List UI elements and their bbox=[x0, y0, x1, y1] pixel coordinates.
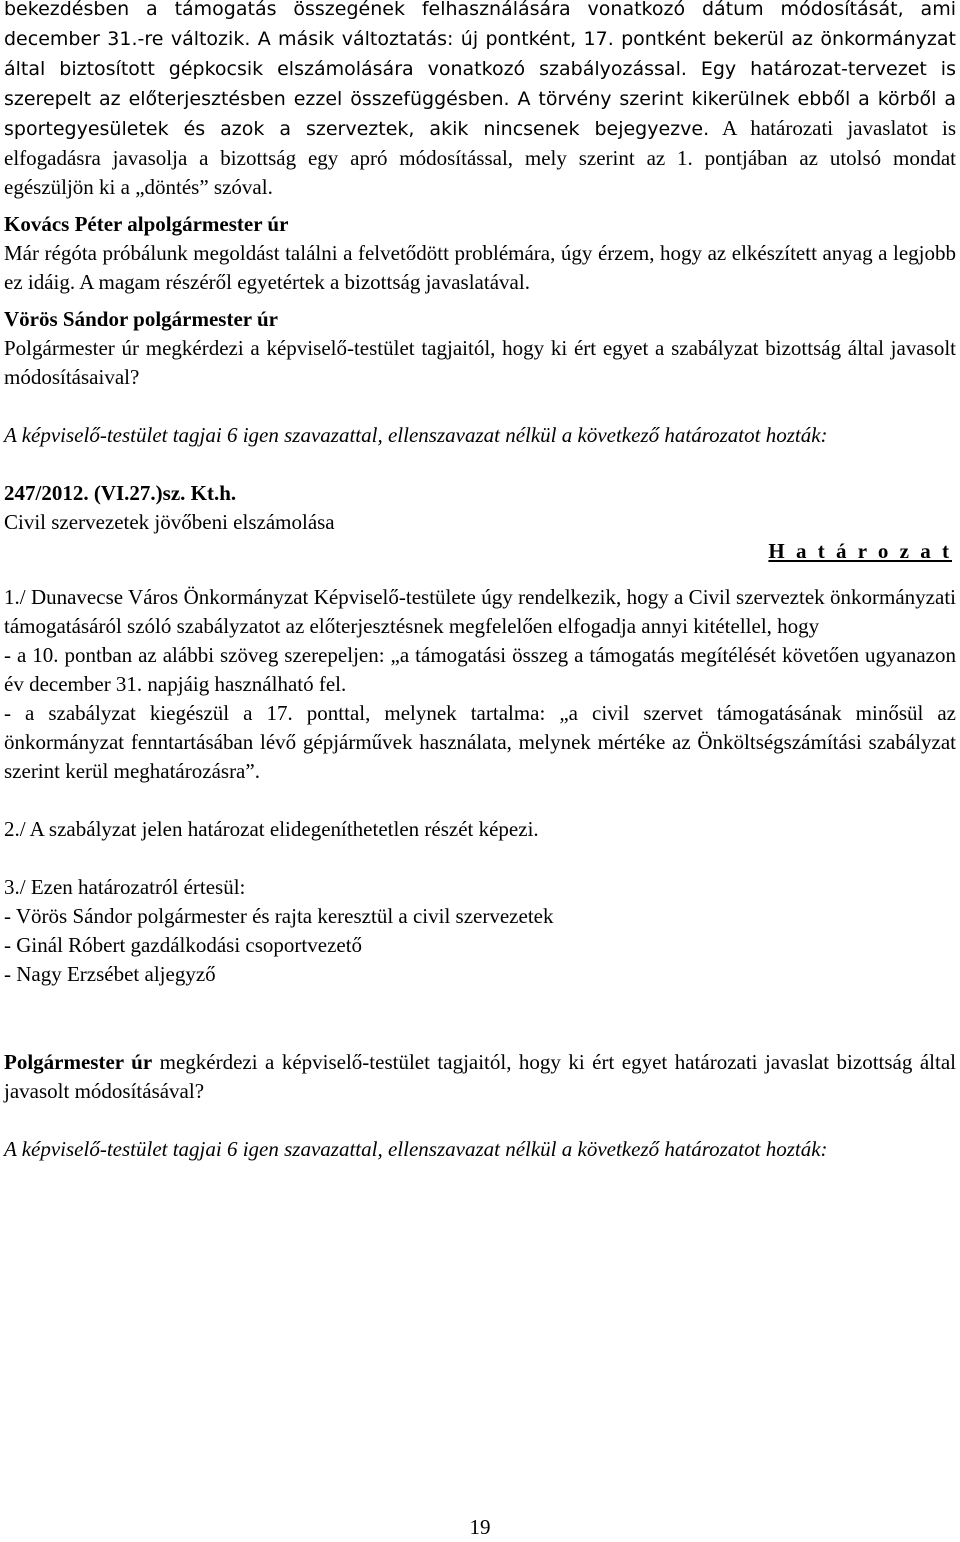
speaker-name-voros: Vörös Sándor polgármester úr bbox=[4, 307, 278, 331]
final-question-label: Polgármester úr bbox=[4, 1050, 153, 1074]
speaker-name-kovacs: Kovács Péter alpolgármester úr bbox=[4, 212, 289, 236]
vote-statement-2: A képviselő-testület tagjai 6 igen szavazattal, ellenszavazat nélkül a következő határozatot hozták: bbox=[4, 1137, 828, 1161]
resolution-item-1-a: - a 10. pontban az alábbi szöveg szerepeljen: „a támogatási összeg a támogatás megítélését követően ugyanazon év december 31. napjáig használható fel. bbox=[4, 643, 956, 696]
notify-item-3: - Nagy Erzsébet aljegyző bbox=[4, 962, 216, 986]
resolution-heading: H a t á r o z a t bbox=[768, 539, 952, 563]
resolution-number: 247/2012. (VI.27.)sz. Kt.h. bbox=[4, 481, 237, 505]
vote-statement-1: A képviselő-testület tagjai 6 igen szavazattal, ellenszavazat nélkül a következő határozatot hozták: bbox=[4, 423, 828, 447]
page-number: 19 bbox=[469, 1515, 491, 1539]
document-page bbox=[4, 0, 956, 1164]
speaker-text-kovacs: Már régóta próbálunk megoldást találni a felvetődött problémára, úgy érzem, hogy az elkészített anyag a legjobb ez idáig. A magam részéről egyetértek a bizottság javaslatával. bbox=[4, 241, 956, 294]
resolution-subject: Civil szervezetek jövőbeni elszámolása bbox=[4, 510, 335, 534]
intro-text-serif: A határozati javaslatot is elfogadásra javasolja a bizottság egy apró módosítással, mely szerint az 1. pontjában az utolsó mondat egészüljön ki a „döntés” szóval. bbox=[4, 116, 957, 199]
resolution-item-1-intro: 1./ Dunavecse Város Önkormányzat Képviselő-testülete úgy rendelkezik, hogy a Civil szerveztek önkormányzati támogatásáról szóló szabályzatot az előterjesztésnek megfelelően elfogadja annyi kitétellel, hogy bbox=[4, 585, 956, 638]
intro-text-sans: bekezdésben a támogatás összegének felhasználására vonatkozó dátum módosítását, ami december 31.-re változik. A másik változtatás: új pontként, 17. pontként bekerül az önkormányzat által biztosított gépkocsik elszámolására vonatkozó szabályozással. Egy határozat-tervezet is szerepelt az előterjesztésben ezzel összefüggésben. A törvény szerint kikerülnek ebből a körből a sportegyesületek és azok a szerveztek, akik nincsenek bejegyezve. bbox=[4, 0, 956, 140]
intro-paragraph bbox=[4, 0, 956, 202]
final-question-text: megkérdezi a képviselő-testület tagjaitól, hogy ki ért egyet határozati javaslat bizottság által javasolt módosításával? bbox=[4, 1050, 956, 1103]
notify-item-1: - Vörös Sándor polgármester és rajta keresztül a civil szervezetek bbox=[4, 904, 554, 928]
resolution-item-2: 2./ A szabályzat jelen határozat elidegeníthetetlen részét képezi. bbox=[4, 817, 539, 841]
resolution-item-1-b: - a szabályzat kiegészül a 17. ponttal, melynek tartalma: „a civil szervet támogatásának minősül az önkormányzat fenntartásában lévő gépjárművek használata, melynek mértéke az Önköltségszámítási szabályzat szerint kerül meghatározásra”. bbox=[4, 701, 956, 783]
notify-item-2: - Ginál Róbert gazdálkodási csoportvezető bbox=[4, 933, 363, 957]
resolution-item-3: 3./ Ezen határozatról értesül: bbox=[4, 875, 246, 899]
speaker-text-voros: Polgármester úr megkérdezi a képviselő-testület tagjaitól, hogy ki ért egyet a szabályzat bizottság által javasolt módosításaival? bbox=[4, 336, 956, 389]
final-question bbox=[4, 1048, 956, 1106]
